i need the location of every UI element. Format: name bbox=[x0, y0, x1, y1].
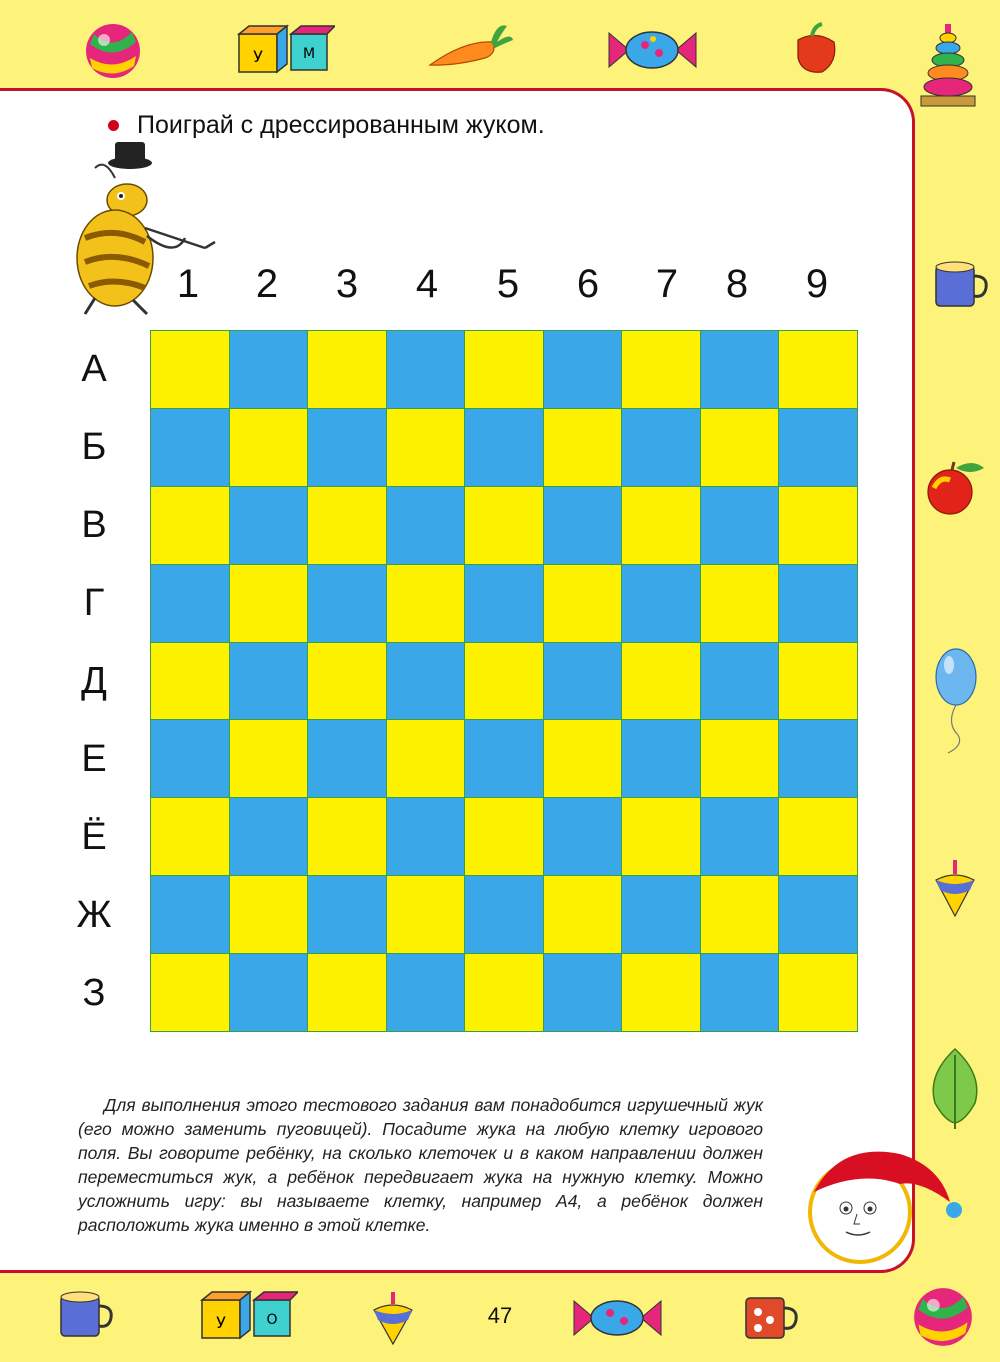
row-labels bbox=[72, 330, 122, 1032]
board-cell[interactable] bbox=[701, 720, 779, 797]
board-cell[interactable] bbox=[701, 643, 779, 720]
board-cell[interactable] bbox=[701, 409, 779, 486]
board-cell[interactable] bbox=[544, 720, 622, 797]
board-cell[interactable] bbox=[544, 487, 622, 564]
board-cell[interactable] bbox=[387, 954, 465, 1031]
row-label: Г bbox=[83, 582, 105, 624]
column-label: 8 bbox=[725, 262, 749, 306]
alphabet-blocks-icon bbox=[198, 1288, 298, 1340]
board-cell[interactable] bbox=[308, 409, 386, 486]
board-cell[interactable] bbox=[622, 798, 700, 875]
board-cell[interactable] bbox=[151, 954, 229, 1031]
board-cell[interactable] bbox=[779, 487, 857, 564]
board-cell[interactable] bbox=[308, 720, 386, 797]
board-cell[interactable] bbox=[544, 876, 622, 953]
board-cell[interactable] bbox=[151, 876, 229, 953]
board-cell[interactable] bbox=[544, 331, 622, 408]
board-cell[interactable] bbox=[701, 798, 779, 875]
board-cell[interactable] bbox=[151, 720, 229, 797]
board-cell[interactable] bbox=[544, 954, 622, 1031]
svg-text:У: У bbox=[216, 1313, 226, 1332]
board-cell[interactable] bbox=[701, 876, 779, 953]
column-label: 6 bbox=[576, 262, 600, 306]
board-cell[interactable] bbox=[779, 876, 857, 953]
board-cell[interactable] bbox=[230, 565, 308, 642]
column-label: 9 bbox=[805, 262, 829, 306]
board-cell[interactable] bbox=[308, 487, 386, 564]
mug-icon bbox=[55, 1288, 117, 1342]
board-cell[interactable] bbox=[465, 565, 543, 642]
board-cell[interactable] bbox=[151, 643, 229, 720]
board-cell[interactable] bbox=[308, 565, 386, 642]
board-cell[interactable] bbox=[387, 643, 465, 720]
board-cell[interactable] bbox=[465, 643, 543, 720]
board-cell[interactable] bbox=[151, 565, 229, 642]
row-label: Ж bbox=[76, 894, 112, 936]
row-label: Б bbox=[81, 426, 107, 468]
board-cell[interactable] bbox=[308, 954, 386, 1031]
column-label: 7 bbox=[655, 262, 679, 306]
column-label: 1 bbox=[176, 262, 200, 306]
board-cell[interactable] bbox=[622, 487, 700, 564]
board-cell[interactable] bbox=[622, 409, 700, 486]
board-cell[interactable] bbox=[151, 409, 229, 486]
apple-icon bbox=[920, 458, 990, 518]
board-cell[interactable] bbox=[779, 565, 857, 642]
board-cell[interactable] bbox=[544, 798, 622, 875]
svg-text:У: У bbox=[253, 47, 263, 66]
spinning-top-icon bbox=[368, 1290, 418, 1348]
ball-icon bbox=[84, 22, 142, 80]
row-label: Ё bbox=[81, 816, 107, 858]
board-cell[interactable] bbox=[701, 565, 779, 642]
board-cell[interactable] bbox=[465, 876, 543, 953]
column-label: 3 bbox=[335, 262, 359, 306]
board-cell[interactable] bbox=[465, 954, 543, 1031]
row-label: З bbox=[82, 972, 106, 1014]
clown-face-icon bbox=[800, 1140, 970, 1265]
column-label: 4 bbox=[415, 262, 439, 306]
row-label: Е bbox=[81, 738, 107, 780]
board-cell[interactable] bbox=[151, 798, 229, 875]
board-cell[interactable] bbox=[701, 331, 779, 408]
pepper-icon bbox=[788, 22, 843, 77]
svg-text:М: М bbox=[302, 46, 316, 62]
board-cell[interactable] bbox=[465, 720, 543, 797]
board-cell[interactable] bbox=[230, 876, 308, 953]
board-cell[interactable] bbox=[701, 954, 779, 1031]
board-cell[interactable] bbox=[701, 487, 779, 564]
board-cell[interactable] bbox=[544, 409, 622, 486]
instructions-paragraph: Для выполнения этого тестового задания вам понадобится игрушечный жук (его можно заменить пуговицей). Посадите жука на любую клетку игрового поля. Вы говорите ребёнку, на сколько клеточек и в каком направлении должен переместиться жук, а ребёнок передвигает жука на нужную клетку. Можно усложнить игру: вы называете клетку, например А4, а ребёнок должен расположить жука именно в этой клетке. bbox=[78, 1095, 763, 1235]
board-cell[interactable] bbox=[622, 720, 700, 797]
board-cell[interactable] bbox=[544, 565, 622, 642]
page-number: 47 bbox=[487, 1303, 513, 1328]
pyramid-toy-icon bbox=[918, 22, 978, 112]
board-cell[interactable] bbox=[779, 643, 857, 720]
column-label: 5 bbox=[496, 262, 520, 306]
board-cell[interactable] bbox=[230, 643, 308, 720]
board-cell[interactable] bbox=[779, 331, 857, 408]
board-cell[interactable] bbox=[151, 487, 229, 564]
board-cell[interactable] bbox=[622, 565, 700, 642]
board-cell[interactable] bbox=[779, 954, 857, 1031]
board-cell[interactable] bbox=[308, 876, 386, 953]
column-labels bbox=[150, 262, 858, 312]
board-cell[interactable] bbox=[151, 331, 229, 408]
board-cell[interactable] bbox=[308, 643, 386, 720]
board-cell[interactable] bbox=[387, 331, 465, 408]
board-cell[interactable] bbox=[622, 643, 700, 720]
row-label: А bbox=[81, 348, 107, 390]
board-cell[interactable] bbox=[308, 798, 386, 875]
board-cell[interactable] bbox=[230, 409, 308, 486]
board-cell[interactable] bbox=[779, 720, 857, 797]
board-cell[interactable] bbox=[387, 720, 465, 797]
board-cell[interactable] bbox=[387, 487, 465, 564]
mug-icon bbox=[740, 1290, 802, 1344]
column-label: 2 bbox=[255, 262, 279, 306]
task-heading-text: Поиграй с дрессированным жуком. bbox=[137, 110, 545, 139]
instructions-text bbox=[78, 1093, 763, 1237]
svg-text:О: О bbox=[266, 1312, 278, 1328]
row-label: В bbox=[81, 504, 107, 546]
board-cell[interactable] bbox=[544, 643, 622, 720]
leaf-icon bbox=[925, 1045, 985, 1130]
board-cell[interactable] bbox=[622, 876, 700, 953]
alphabet-blocks-icon bbox=[235, 24, 335, 74]
board-cell[interactable] bbox=[465, 487, 543, 564]
board-cell[interactable] bbox=[230, 798, 308, 875]
board-cell[interactable] bbox=[779, 798, 857, 875]
board-cell[interactable] bbox=[387, 798, 465, 875]
bullet-dot bbox=[108, 120, 119, 131]
board-cell[interactable] bbox=[622, 331, 700, 408]
candy-icon bbox=[605, 25, 700, 75]
spinning-top-icon bbox=[930, 858, 980, 923]
board-cell[interactable] bbox=[387, 409, 465, 486]
row-label: Д bbox=[81, 660, 107, 702]
board-cell[interactable] bbox=[779, 409, 857, 486]
carrot-icon bbox=[425, 20, 515, 75]
board-cell[interactable] bbox=[465, 409, 543, 486]
task-heading bbox=[108, 105, 545, 145]
game-board bbox=[150, 330, 858, 1032]
ball-icon bbox=[912, 1286, 974, 1348]
board-cell[interactable] bbox=[387, 565, 465, 642]
board-cell[interactable] bbox=[230, 487, 308, 564]
board-cell[interactable] bbox=[230, 954, 308, 1031]
balloon-icon bbox=[928, 645, 984, 755]
mug-icon bbox=[930, 258, 992, 312]
board-cell[interactable] bbox=[465, 331, 543, 408]
board-cell[interactable] bbox=[622, 954, 700, 1031]
board-cell[interactable] bbox=[387, 876, 465, 953]
board-cell[interactable] bbox=[308, 331, 386, 408]
board-cell[interactable] bbox=[230, 720, 308, 797]
board-cell[interactable] bbox=[230, 331, 308, 408]
candy-icon bbox=[570, 1295, 665, 1341]
board-cell[interactable] bbox=[465, 798, 543, 875]
